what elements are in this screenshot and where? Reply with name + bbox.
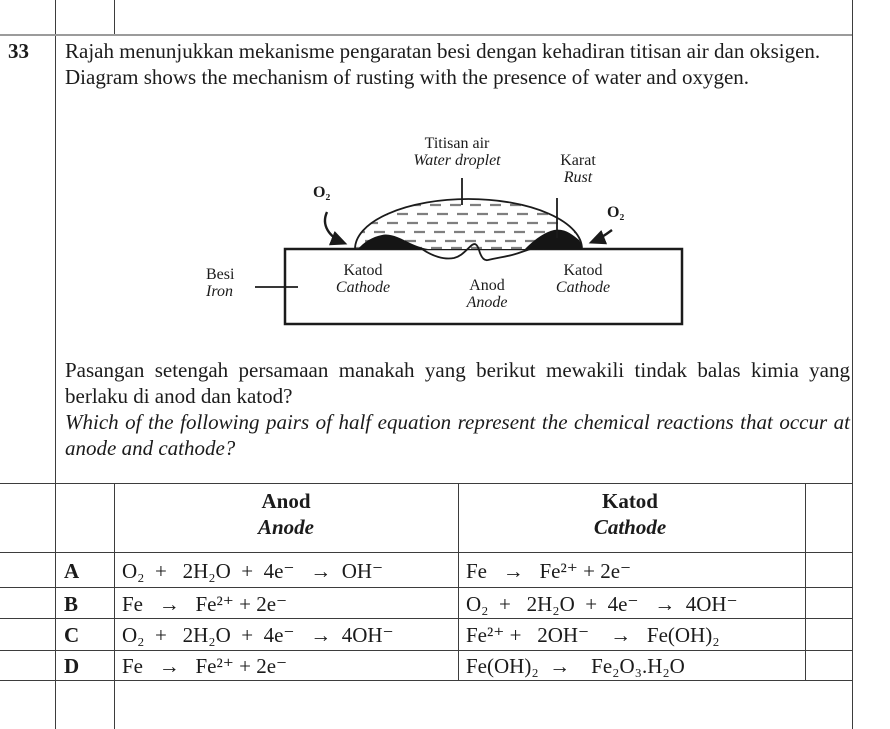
grid-hline-header-bottom <box>0 552 852 553</box>
stem-english: Diagram shows the mechanism of rusting with the presence of water and oxygen. <box>65 65 750 89</box>
oxygen-label-left: O₂ <box>313 184 331 201</box>
prompt-english: Which of the following pairs of half equation represent the chemical reactions that occur at anode and cathode? <box>65 410 850 460</box>
prompt-malay: Pasangan setengah persamaan manakah yang berikut mewakili tindak balas kimia yang berlaku di anod dan katod? <box>65 358 850 408</box>
stem-malay: Rajah menunjukkan mekanisme pengaratan besi dengan kehadiran titisan air dan oksigen. <box>65 39 821 63</box>
cathode-label-left: Katod Cathode <box>335 262 391 296</box>
anode-label: Anod Anode <box>466 277 508 311</box>
grid-hline-row-c-bottom <box>0 650 852 651</box>
grid-hline-question-top <box>0 34 852 36</box>
grid-vline-top-partial <box>114 0 115 35</box>
grid-hline-row-b-bottom <box>0 618 852 619</box>
oxygen-arrow-left <box>325 212 344 243</box>
grid-hline-table-bottom <box>0 680 852 681</box>
option-b-anode-equation: Fe → Fe²⁺ + 2e⁻ <box>122 592 288 616</box>
cathode-label-right: Katod Cathode <box>555 262 611 296</box>
grid-hline-table-top <box>0 483 852 484</box>
grid-vline-right-margin <box>852 0 853 729</box>
grid-vline-number-column <box>55 0 56 729</box>
table-header-cathode: Katod Cathode <box>593 489 667 539</box>
option-a-cathode-equation: Fe → Fe²⁺ + 2e⁻ <box>466 559 632 583</box>
question-number: 33 <box>8 39 29 63</box>
option-letter-b: B <box>64 592 79 616</box>
iron-label: Besi Iron <box>206 266 235 300</box>
oxygen-arrow-right <box>592 230 612 242</box>
water-droplet-label: Titisan air Water droplet <box>413 135 501 169</box>
option-a-anode-equation: O₂ + 2H₂O + 4e⁻ → OH⁻ <box>122 559 384 583</box>
oxygen-label-right: O₂ <box>607 204 625 221</box>
grid-hline-row-a-bottom <box>0 587 852 588</box>
question-prompt <box>65 357 850 461</box>
option-letter-d: D <box>64 654 80 678</box>
option-d-cathode-equation: Fe(OH)₂ → Fe₂O₃.H₂O <box>466 654 685 678</box>
question-stem <box>65 38 850 90</box>
option-c-anode-equation: O₂ + 2H₂O + 4e⁻ → 4OH⁻ <box>122 623 394 647</box>
option-b-cathode-equation: O₂ + 2H₂O + 4e⁻ → 4OH⁻ <box>466 592 738 616</box>
rust-label: Karat Rust <box>560 152 596 186</box>
option-c-cathode-equation: Fe²⁺ + 2OH⁻ → Fe(OH)₂ <box>466 623 720 647</box>
table-header-anode: Anod Anode <box>257 489 314 539</box>
option-letter-c: C <box>64 623 80 647</box>
option-d-anode-equation: Fe → Fe²⁺ + 2e⁻ <box>122 654 288 678</box>
option-letter-a: A <box>64 559 80 583</box>
